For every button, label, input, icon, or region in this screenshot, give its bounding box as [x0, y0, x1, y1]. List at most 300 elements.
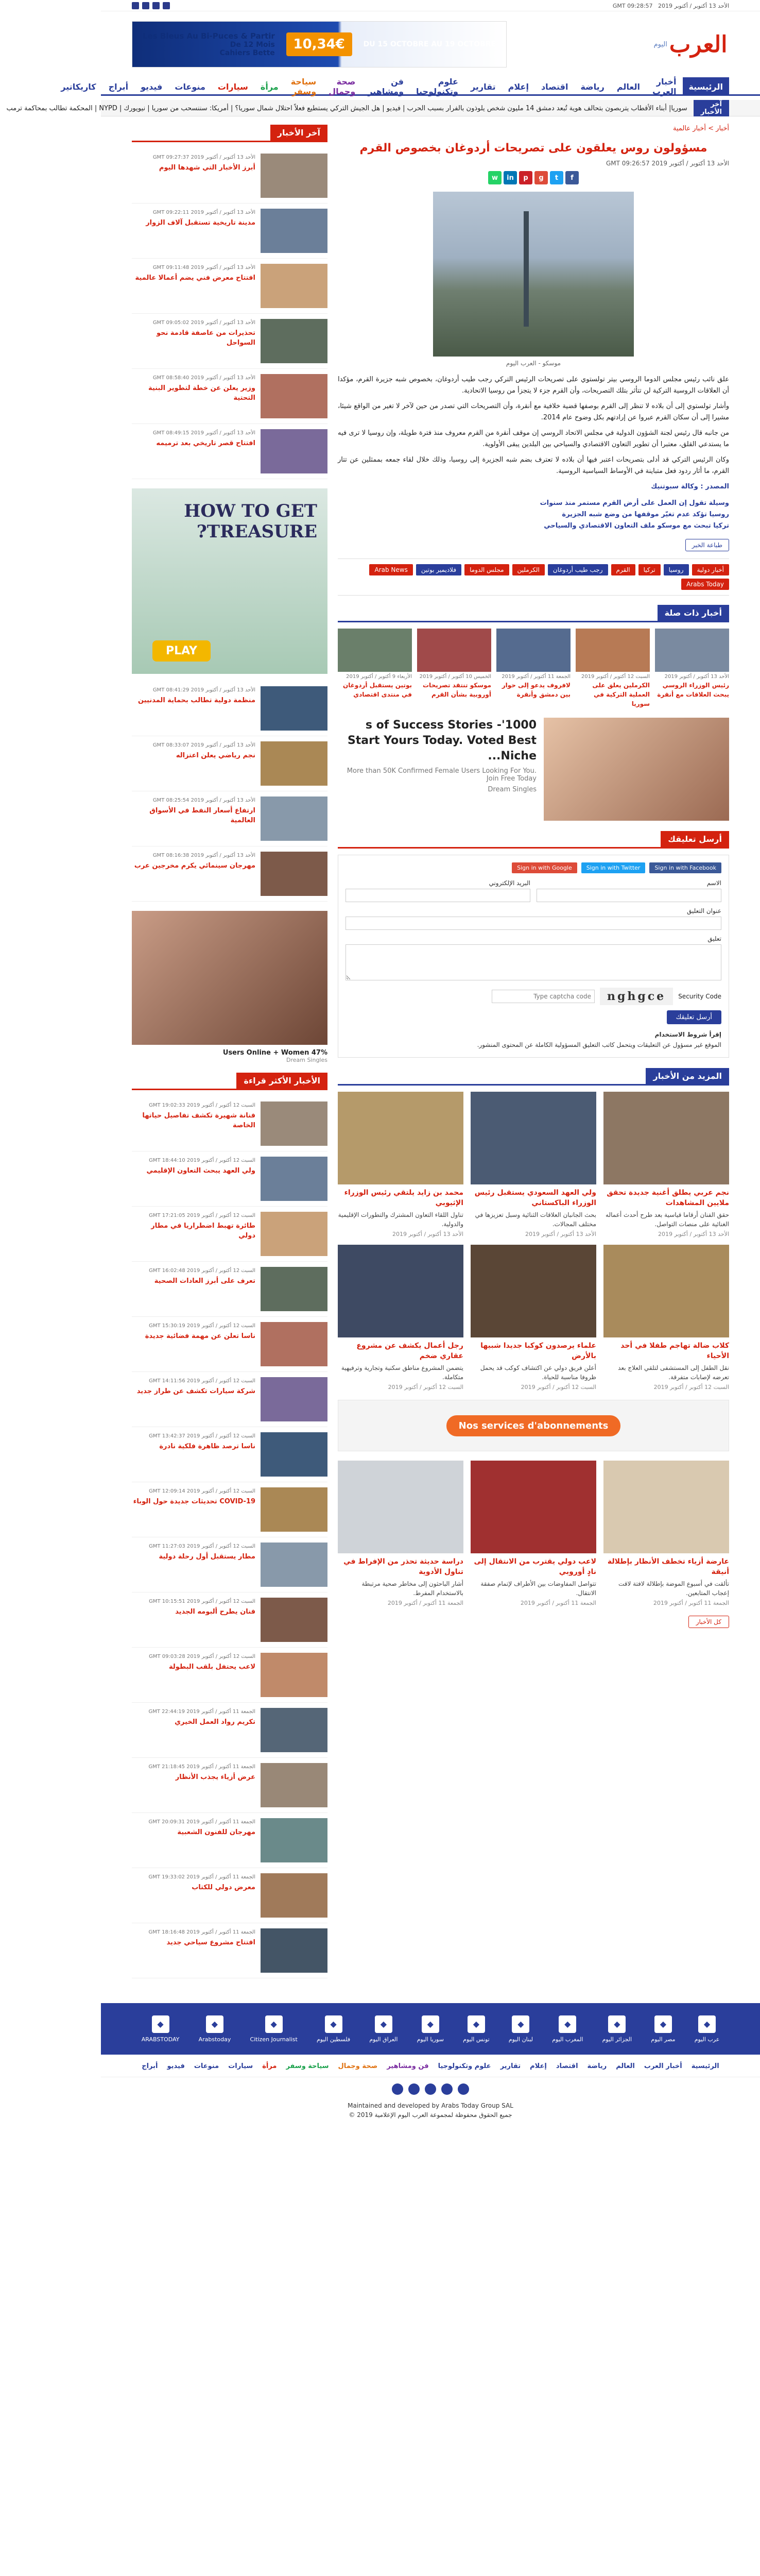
network-label: لبنان اليوم — [508, 2036, 533, 2043]
sidebar-news-thumb[interactable] — [261, 1101, 327, 1146]
share-linkedin-icon[interactable]: in — [504, 171, 517, 184]
related-link[interactable]: وسيلة تقول إن العمل على أرض القرم مستمر منذ سنوات — [540, 499, 729, 507]
more-news-title[interactable]: نجم عربي يطلق أغنية جديدة تحقق ملايين المشاهدات — [607, 1189, 729, 1207]
related-thumb[interactable] — [496, 629, 571, 672]
sidebar — [132, 125, 327, 1988]
rss-icon[interactable] — [132, 2, 139, 9]
more-news-text: بحث الجانبان العلاقات الثنائية وسبل تعزيزها في مختلف المجالات. — [475, 1211, 596, 1228]
sidebar-news-info — [132, 154, 255, 198]
more-news-thumb[interactable] — [471, 1461, 596, 1553]
related-date: الجمعة 11 أكتوبر / أكتوبر 2019 — [502, 674, 571, 680]
sidebar-news-title[interactable]: شركة سيارات تكشف عن طراز جديد — [136, 1387, 255, 1395]
sidebar-news-item[interactable] — [132, 1868, 327, 1923]
tag-chip[interactable]: تركيا — [638, 564, 661, 575]
sidebar-news-info — [132, 1322, 255, 1366]
tag-chip[interactable]: مجلس الدوما — [464, 564, 509, 575]
more-news-title[interactable]: لاعب دولي يقترب من الانتقال إلى نادٍ أوروبي — [474, 1557, 596, 1576]
sidebar-news-date: السبت 12 أكتوبر / أكتوبر 2019 GMT 18:44:10 — [149, 1158, 255, 1163]
footer-link[interactable]: فيديو — [167, 2062, 185, 2070]
sidebar-news-title[interactable]: وزير يعلن عن خطة لتطوير البنية التحتية — [148, 384, 255, 402]
more-news-card[interactable] — [603, 1245, 729, 1391]
more-news-title[interactable]: رجل أعمال يكشف عن مشروع عقاري ضخم — [356, 1342, 463, 1360]
sidebar-news-thumb[interactable] — [261, 209, 327, 253]
sidebar-news-date: الجمعة 11 أكتوبر / أكتوبر 2019 GMT 20:09:31 — [148, 1819, 255, 1825]
nav-item[interactable]: أبراج — [108, 81, 129, 92]
sidebar-news-thumb[interactable] — [261, 852, 327, 896]
related-link[interactable]: روسيا تؤكد عدم تغيّر موقفها من وضع شبه الجزيرة — [562, 511, 729, 518]
nav-item[interactable]: إعلام — [508, 81, 529, 92]
ticker-text[interactable]: سوريا| أبناء الأقطاب يتربصون بتحالف هوية تُبعد دمشق 14 مليون شخص يلوذون بالفرار بسبب الحرب | فيديو | هل الجيش التركي يستطيع فعلاً احتلال شمال سوريا؟ | أمريكا: سننسحب من سوريا | نيويورك | NYPD | المحكمة تطالب بمحاكمة ترمب — [6, 104, 687, 112]
sidebar-news-item[interactable] — [132, 1648, 327, 1703]
nav-item[interactable]: علوم وتكنولوجيا — [416, 77, 458, 96]
sidebar-news-date: الأحد 13 أكتوبر / أكتوبر 2019 GMT 08:58:40 — [152, 375, 255, 381]
share-whatsapp-icon[interactable]: w — [488, 171, 502, 184]
sidebar-game-ad[interactable] — [132, 488, 327, 674]
sidebar-news-item[interactable] — [132, 1758, 327, 1813]
related-card[interactable] — [417, 629, 491, 708]
nav-item[interactable]: الرئيسية — [683, 77, 730, 96]
nav-item[interactable]: سيارات — [217, 81, 248, 92]
sidebar-news-item[interactable] — [132, 424, 327, 479]
footer-network-item[interactable] — [369, 2015, 398, 2043]
nav-list — [61, 77, 729, 96]
footer-network-item[interactable] — [199, 2015, 231, 2043]
more-news-card[interactable] — [471, 1245, 596, 1391]
more-news-thumb[interactable] — [338, 1245, 463, 1337]
network-logo-icon: ◆ — [325, 2015, 342, 2033]
footer-network-item[interactable] — [463, 2015, 490, 2043]
sidebar-news-date: الأحد 13 أكتوبر / أكتوبر 2019 GMT 09:27:37 — [152, 155, 255, 160]
play-button[interactable]: PLAY — [152, 640, 211, 662]
footer-link[interactable]: العالم — [616, 2062, 635, 2070]
wide-ad[interactable] — [338, 1400, 729, 1451]
sidebar-news-thumb[interactable] — [261, 1708, 327, 1752]
sidebar-news-item[interactable] — [132, 736, 327, 791]
sidebar-news-thumb[interactable] — [261, 1818, 327, 1862]
article-paragraph: من جانبه قال رئيس لجنة الشؤون الدولية في مجلس الاتحاد الروسي إن موقف أنقرة من القرم معروف منذ فترة طويلة، وإن روسيا لا ترى فيه ما يستدعي القلق، معتبرا أن تطوير التعاون الاقتصادي والسياحي بين البلدين يبقى الأولوية. — [338, 429, 729, 448]
footer-link[interactable]: سيارات — [228, 2062, 253, 2070]
tag-chip[interactable]: الكرملين — [512, 564, 545, 575]
footer-link[interactable]: الرئيسية — [691, 2062, 719, 2070]
sidebar-news-date: الأحد 13 أكتوبر / أكتوبر 2019 GMT 08:25:54 — [152, 798, 255, 803]
sidebar-news-info — [132, 1928, 255, 1973]
time-text: GMT 09:28:57 — [612, 2, 653, 9]
sidebar-news-title[interactable]: عرض أزياء يجذب الأنظار — [175, 1773, 255, 1781]
ad-date: DU 15 OCTOBRE AU 19 OCTOBRE — [363, 40, 496, 48]
sidebar-news-item[interactable] — [132, 1317, 327, 1372]
footer-network-item[interactable] — [142, 2015, 180, 2043]
sidebar-news-thumb[interactable] — [261, 741, 327, 786]
youtube-icon[interactable] — [142, 2, 149, 9]
sidebar-news-info — [132, 374, 255, 418]
sidebar-news-title[interactable]: ناسا تعلن عن مهمة فضائية جديدة — [145, 1332, 255, 1340]
sidebar-news-thumb[interactable] — [261, 154, 327, 198]
sidebar-news-thumb[interactable] — [261, 1873, 327, 1918]
more-news-thumb[interactable] — [603, 1092, 729, 1184]
sidebar-news-title[interactable]: مدينة تاريخية تستقبل آلاف الزوار — [146, 219, 255, 227]
more-news-card[interactable] — [338, 1245, 463, 1391]
nav-item[interactable]: صحة وجمال — [329, 77, 356, 96]
more-news-card[interactable] — [338, 1092, 463, 1238]
sidebar-news-item[interactable] — [132, 259, 327, 314]
related-title[interactable]: رئيس الوزراء الروسي يبحث العلاقات مع أنقرة — [657, 682, 729, 698]
sidebar-news-item[interactable] — [132, 1207, 327, 1262]
sidebar-news-item[interactable] — [132, 1923, 327, 1978]
sidebar-news-date: الأحد 13 أكتوبر / أكتوبر 2019 GMT 08:49:15 — [152, 430, 255, 436]
more-news-thumb[interactable] — [338, 1461, 463, 1553]
sidebar-news-item[interactable] — [132, 1537, 327, 1592]
related-grid — [338, 629, 729, 708]
related-card[interactable] — [655, 629, 729, 708]
sidebar-news-thumb[interactable] — [261, 686, 327, 731]
more-news-card[interactable] — [603, 1461, 729, 1606]
sidebar-news-title[interactable]: لاعب يحتفل بلقب البطولة — [169, 1663, 255, 1671]
sidebar-news-info — [132, 1818, 255, 1862]
subject-input[interactable] — [346, 917, 721, 930]
sidebar-news-date: السبت 12 أكتوبر / أكتوبر 2019 GMT 13:42:37 — [149, 1433, 255, 1439]
sidebar-news-title[interactable]: نجم رياضي يعلن اعتزاله — [176, 752, 255, 759]
nav-item[interactable]: كاريكاتير — [61, 81, 96, 92]
nav-item[interactable]: العالم — [616, 81, 640, 92]
more-news-thumb[interactable] — [471, 1245, 596, 1337]
network-logo-icon: ◆ — [422, 2015, 439, 2033]
footer-network-item[interactable] — [552, 2015, 583, 2043]
related-title[interactable]: لافروف يدعو إلى حوار بين دمشق وأنقرة — [502, 682, 571, 698]
nav-item[interactable]: منوعات — [175, 81, 205, 92]
rss-icon[interactable] — [392, 2083, 403, 2095]
sidebar-news-thumb[interactable] — [261, 1432, 327, 1477]
share-pinterest-icon[interactable]: p — [519, 171, 532, 184]
sidebar-news-item[interactable] — [132, 204, 327, 259]
network-label: العراق اليوم — [369, 2036, 398, 2043]
sidebar-news-thumb[interactable] — [261, 1598, 327, 1642]
sidebar-news-thumb[interactable] — [261, 1763, 327, 1807]
sidebar-news-title[interactable]: معرض دولي للكتاب — [192, 1884, 255, 1891]
footer-link[interactable]: اقتصاد — [556, 2062, 578, 2070]
footer-network — [101, 2003, 760, 2055]
top-social-icons — [132, 2, 170, 9]
sidebar-news-title[interactable]: افتتاح معرض فني يضم أعمالا عالمية — [135, 274, 255, 282]
footer-network-item[interactable] — [695, 2015, 720, 2043]
more-news-card[interactable] — [471, 1092, 596, 1238]
footer-link[interactable]: علوم وتكنولوجيا — [438, 2062, 491, 2070]
footer-network-item[interactable] — [509, 2015, 533, 2043]
site-logo[interactable] — [652, 24, 729, 65]
footer-network-item[interactable] — [417, 2015, 444, 2043]
google-login-button[interactable]: Sign in with Google — [512, 862, 577, 873]
sidebar-news-date: السبت 12 أكتوبر / أكتوبر 2019 GMT 11:27:03 — [149, 1544, 255, 1549]
footer-network-item[interactable] — [317, 2015, 350, 2043]
sidebar-news-thumb[interactable] — [261, 264, 327, 308]
breadcrumb[interactable]: أخبار > أخبار عالمية — [673, 125, 729, 132]
related-date: الخميس 10 أكتوبر / أكتوبر 2019 — [419, 674, 491, 680]
nav-item[interactable]: تقارير — [470, 81, 496, 92]
more-news-header — [338, 1068, 729, 1086]
ticker-label: آخر الأخبار — [694, 100, 729, 116]
footer-link[interactable]: سياحة وسفر — [286, 2062, 329, 2070]
sidebar-news-title[interactable]: تحذيرات من عاصفة قادمة نحو السواحل — [156, 329, 255, 347]
related-title[interactable]: الكرملين يعلق على العملية التركية في سوريا — [592, 682, 650, 707]
sidebar-news-info — [132, 319, 255, 363]
share-facebook-icon[interactable]: f — [565, 171, 579, 184]
sidebar-news-item[interactable] — [132, 1592, 327, 1648]
more-news-card[interactable] — [338, 1461, 463, 1606]
footer-link[interactable]: أخبار العرب — [644, 2062, 682, 2070]
article-source: المصدر : وكالة سبوتنيك — [651, 483, 729, 490]
more-news-grid — [338, 1461, 729, 1606]
sidebar-news-title[interactable]: أبرز الأخبار التي شهدها اليوم — [159, 164, 255, 172]
more-news-thumb[interactable] — [603, 1245, 729, 1337]
send-comment-button[interactable]: أرسل تعليقك — [667, 1010, 721, 1024]
sidebar-news-thumb[interactable] — [261, 1377, 327, 1421]
sidebar-news-title[interactable]: مهرجان سينمائي يكرم مخرجين عرب — [134, 862, 255, 870]
sidebar-news-item[interactable] — [132, 1813, 327, 1868]
footer-link[interactable]: مرأة — [262, 2062, 277, 2070]
tag-chip[interactable]: فلاديمير بوتين — [416, 564, 461, 575]
sidebar-news-date: الأحد 13 أكتوبر / أكتوبر 2019 GMT 09:22:11 — [152, 210, 255, 215]
sidebar-news-thumb[interactable] — [261, 429, 327, 473]
sidebar-news-title[interactable]: مطار يستقبل أول رحلة دولية — [159, 1553, 255, 1561]
more-news-date: الجمعة 11 أكتوبر / أكتوبر 2019 — [520, 1600, 596, 1606]
tag-chip[interactable]: Arab News — [369, 564, 412, 575]
more-news-text: تألقت في أسبوع الموضة بإطلالة لافتة لاقت إعجاب المتابعين. — [618, 1580, 729, 1597]
facebook-icon[interactable] — [163, 2, 170, 9]
related-date: السبت 12 أكتوبر / أكتوبر 2019 — [581, 674, 650, 680]
captcha-label: Security Code — [678, 993, 721, 1000]
more-news-title[interactable]: كلاب ضالة تهاجم طفلا في أحد الأحياء — [620, 1342, 729, 1360]
sidebar-news-info — [132, 1873, 255, 1918]
terms-block — [346, 1029, 721, 1050]
facebook-icon[interactable] — [458, 2083, 469, 2095]
nav-item[interactable]: فيديو — [141, 81, 163, 92]
share-google-icon[interactable]: g — [534, 171, 548, 184]
article-paragraph: علق نائب رئيس مجلس الدوما الروسي بيتر تولستوي على تصريحات الرئيس التركي رجب طيب أردوغان، بخصوص شبه جزيرة القرم، مؤكدا أن العلاقات الروسية التركية لن تتأثر بتلك التصريحات، وأن القرم جزء لا يتجزأ من روسيا الاتحادية. — [338, 376, 729, 395]
latest-news-list — [132, 148, 327, 479]
sidebar-news-title[interactable]: تعرف على أبرز العادات الصحية — [154, 1277, 255, 1285]
subject-label: عنوان التعليق — [687, 907, 721, 914]
sidebar-news-info — [132, 1432, 255, 1477]
more-news-title[interactable]: ولي العهد السعودي يستقبل رئيس الوزراء الباكستاني — [474, 1189, 596, 1207]
related-thumb[interactable] — [655, 629, 729, 672]
footer-link[interactable]: منوعات — [194, 2062, 219, 2070]
more-news-thumb[interactable] — [603, 1461, 729, 1553]
more-news-title[interactable]: عارضة أزياء تخطف الأنظار بإطلالة أنيقة — [607, 1557, 729, 1576]
twitter-icon[interactable] — [441, 2083, 453, 2095]
share-twitter-icon[interactable]: t — [550, 171, 563, 184]
nav-item[interactable]: رياضة — [580, 81, 604, 92]
network-label: المغرب اليوم — [552, 2036, 583, 2043]
nav-item[interactable]: أخبار العرب — [652, 77, 677, 96]
sidebar-news-item[interactable] — [132, 1262, 327, 1317]
top-utility-bar — [101, 0, 760, 11]
nav-item[interactable]: اقتصاد — [541, 81, 568, 92]
print-button[interactable]: طباعة الخبر — [685, 539, 729, 551]
sidebar-news-title[interactable]: فنان يطرح ألبومه الجديد — [175, 1608, 255, 1616]
sidebar-news-thumb[interactable] — [261, 1487, 327, 1532]
section-title: المزيد من الأخبار — [646, 1068, 729, 1084]
more-news-title[interactable]: محمد بن زايد يلتقي رئيس الوزراء الإثيوبي — [344, 1189, 463, 1207]
wide-ad-label: Nos services d'abonnements — [446, 1415, 621, 1436]
sidebar-news-item[interactable] — [132, 1703, 327, 1758]
sidebar-news-thumb[interactable] — [261, 1212, 327, 1256]
article-paragraph: وأشار تولستوي إلى أن بلاده لا تنظر إلى القرم بوصفها قضية خلافية مع أنقرة، وأن التصريحات التي تصدر من حين لآخر لا تغير من الواقع شيئا، مشيرا إلى أن سكان القرم عبروا عن إرادتهم بكل وضوح عام 2014. — [338, 402, 729, 421]
copyright-line-1: Maintained and developed by Arabs Today Group SAL — [348, 2102, 513, 2109]
sidebar-news-thumb[interactable] — [261, 319, 327, 363]
sidebar-news-info — [132, 1598, 255, 1642]
more-news-title[interactable]: دراسة حديثة تحذر من الإفراط في تناول الأدوية — [343, 1557, 463, 1576]
sidebar-news-thumb[interactable] — [261, 374, 327, 418]
more-news-text: يتضمن المشروع مناطق سكنية وتجارية وترفيهية متكاملة. — [341, 1364, 463, 1381]
youtube-icon[interactable] — [425, 2083, 436, 2095]
sidebar-news-date: الأحد 13 أكتوبر / أكتوبر 2019 GMT 08:16:38 — [152, 853, 255, 858]
related-title[interactable]: موسكو تنتقد تصريحات أوروبية بشأن القرم — [423, 682, 491, 698]
terms-text: الموقع غير مسؤول عن التعليقات ويتحمل كاتب التعليق المسؤولية الكاملة عن المحتوى المنشور. — [477, 1041, 721, 1048]
tag-chip[interactable]: القرم — [611, 564, 635, 575]
sidebar-news-date: السبت 12 أكتوبر / أكتوبر 2019 GMT 15:30:19 — [149, 1323, 255, 1329]
network-label: Arabstoday — [198, 2036, 231, 2043]
sidebar-news-title[interactable]: مهرجان للفنون الشعبية — [177, 1828, 255, 1836]
nav-item[interactable]: مرأة — [260, 81, 279, 92]
footer-link[interactable]: فن ومشاهير — [387, 2062, 429, 2070]
tag-chip[interactable]: أخبار دولية — [692, 564, 730, 575]
sidebar-news-thumb[interactable] — [261, 1543, 327, 1587]
sidebar-news-thumb[interactable] — [261, 1928, 327, 1973]
sidebar-news-item[interactable] — [132, 1482, 327, 1537]
twitter-icon[interactable] — [152, 2, 160, 9]
footer-link[interactable]: صحة وجمال — [338, 2062, 378, 2070]
ad-caption[interactable]: 47% Users Online + Women — [222, 1049, 327, 1057]
footer-links — [101, 2055, 760, 2077]
captcha-input[interactable] — [492, 990, 595, 1003]
related-card[interactable] — [496, 629, 571, 708]
tag-chip[interactable]: Arabs Today — [681, 579, 729, 590]
sponsored-image[interactable] — [544, 718, 729, 821]
sidebar-news-title[interactable]: طائرة تهبط اضطراريا في مطار دولي — [151, 1222, 255, 1240]
sidebar-news-item[interactable] — [132, 681, 327, 736]
sidebar-news-title[interactable]: تكريم رواد العمل الخيري — [175, 1718, 255, 1726]
sidebar-news-item[interactable] — [132, 314, 327, 369]
nav-item[interactable]: سياحة وسفر — [290, 77, 317, 96]
sidebar-news-info — [132, 1708, 255, 1752]
related-link[interactable]: تركيا تبحث مع موسكو ملف التعاون الاقتصادي والسياحي — [544, 522, 729, 530]
sidebar-news-title[interactable]: ناسا ترصد ظاهرة فلكية نادرة — [159, 1443, 255, 1450]
ad-line-3: Cahiers Bette — [219, 49, 275, 57]
footer-link[interactable]: إعلام — [530, 2062, 547, 2070]
comment-textarea[interactable] — [346, 944, 721, 980]
sponsored-block[interactable] — [338, 718, 729, 821]
sidebar-news-item[interactable] — [132, 1096, 327, 1151]
sidebar-news-date: السبت 12 أكتوبر / أكتوبر 2019 GMT 17:21:05 — [149, 1213, 255, 1218]
tag-chip[interactable]: رجب طيب أردوغان — [548, 564, 608, 575]
network-logo-icon: ◆ — [375, 2015, 392, 2033]
logo-text: العرب — [669, 31, 728, 58]
sponsored-title[interactable]: 1000's of Success Stories - Start Yours Today. Voted Best Niche... — [347, 719, 537, 762]
sidebar-news-item[interactable] — [132, 1372, 327, 1427]
related-section-header — [338, 605, 729, 622]
more-news-title[interactable]: علماء يرصدون كوكبا جديدا شبيها بالأرض — [480, 1342, 596, 1360]
more-news-date: الأحد 13 أكتوبر / أكتوبر 2019 — [658, 1231, 729, 1238]
name-input[interactable] — [537, 889, 721, 902]
sidebar-news-item[interactable] — [132, 1151, 327, 1207]
more-news-card[interactable] — [471, 1461, 596, 1606]
latest-news-list — [132, 681, 327, 902]
more-news-date: السبت 12 أكتوبر / أكتوبر 2019 — [388, 1384, 463, 1391]
nav-item[interactable]: فن ومشاهير — [368, 77, 404, 96]
current-date — [613, 3, 729, 9]
more-news-date: الجمعة 11 أكتوبر / أكتوبر 2019 — [387, 1600, 463, 1606]
sidebar-news-item[interactable] — [132, 369, 327, 424]
sidebar-news-title[interactable]: فنانة شهيرة تكشف تفاصيل حياتها الخاصة — [142, 1112, 255, 1129]
all-news-button[interactable]: كل الأخبار — [688, 1616, 729, 1628]
footer-network-item[interactable] — [602, 2015, 632, 2043]
footer-link[interactable]: تقارير — [500, 2062, 521, 2070]
sidebar-news-thumb[interactable] — [261, 1157, 327, 1201]
network-label: الجزائر اليوم — [602, 2036, 632, 2043]
sidebar-news-thumb[interactable] — [261, 1267, 327, 1311]
footer-link[interactable]: رياضة — [587, 2062, 607, 2070]
sidebar-news-info — [132, 1543, 255, 1587]
sidebar-news-item[interactable] — [132, 846, 327, 902]
sidebar-news-title[interactable]: ارتفاع أسعار النفط في الأسواق العالمية — [149, 807, 255, 824]
footer-network-item[interactable] — [651, 2015, 675, 2043]
ad-line-2: De 12 Mois — [230, 41, 275, 49]
more-news-card[interactable] — [603, 1092, 729, 1238]
sidebar-news-date: الأحد 13 أكتوبر / أكتوبر 2019 GMT 09:11:48 — [152, 265, 255, 270]
related-links — [338, 498, 729, 532]
email-input[interactable] — [346, 889, 530, 902]
twitter-login-button[interactable]: Sign in with Twitter — [581, 862, 646, 873]
related-thumb[interactable] — [338, 629, 412, 672]
date-text: الأحد 13 أكتوبر / أكتوبر 2019 — [658, 2, 729, 9]
sidebar-news-title[interactable]: افتتاح مشروع سياحي جديد — [166, 1939, 255, 1946]
sidebar-news-title[interactable]: منظمة دولية تطالب بحماية المدنيين — [138, 697, 255, 704]
sidebar-news-title[interactable]: ولي العهد يبحث التعاون الإقليمي — [146, 1167, 255, 1175]
sidebar-news-info — [132, 1653, 255, 1697]
header-ad-banner[interactable] — [132, 21, 507, 67]
related-card[interactable] — [576, 629, 650, 708]
sidebar-news-thumb[interactable] — [261, 1653, 327, 1697]
instagram-icon[interactable] — [408, 2083, 420, 2095]
tag-chip[interactable]: روسيا — [664, 564, 689, 575]
network-label: ARABSTODAY — [141, 2036, 180, 2043]
sidebar-news-title[interactable]: COVID-19 تحديثات جديدة حول الوباء — [133, 1498, 255, 1505]
share-buttons — [338, 171, 729, 184]
more-news-date: الأحد 13 أكتوبر / أكتوبر 2019 — [525, 1231, 596, 1238]
sidebar-news-date: الجمعة 11 أكتوبر / أكتوبر 2019 GMT 22:44:19 — [148, 1709, 255, 1715]
tower-shape — [524, 211, 529, 327]
more-news-thumb[interactable] — [471, 1092, 596, 1184]
terms-title[interactable]: إقرأ شروط الاستخدام — [654, 1031, 721, 1038]
sidebar-news-thumb[interactable] — [261, 1322, 327, 1366]
sidebar-news-item[interactable] — [132, 1427, 327, 1482]
footer-link[interactable]: أبراج — [142, 2062, 158, 2070]
network-label: سوريا اليوم — [417, 2036, 444, 2043]
sidebar-news-thumb[interactable] — [261, 796, 327, 841]
more-news-thumb[interactable] — [338, 1092, 463, 1184]
related-card[interactable] — [338, 629, 412, 708]
footer-network-item[interactable] — [250, 2015, 298, 2043]
popular-news-header — [132, 1073, 327, 1090]
sidebar-news-item[interactable] — [132, 791, 327, 846]
related-title[interactable]: بوتين يستقبل أردوغان في منتدى اقتصادي — [342, 682, 412, 698]
copyright-line-2: جميع الحقوق محفوظة لمجموعة العرب اليوم الإعلامية 2019 © — [349, 2111, 512, 2119]
sidebar-news-item[interactable] — [132, 148, 327, 204]
sidebar-dating-ad[interactable] — [132, 911, 327, 1045]
related-thumb[interactable] — [576, 629, 650, 672]
facebook-login-button[interactable]: Sign in with Facebook — [649, 862, 721, 873]
related-thumb[interactable] — [417, 629, 491, 672]
sidebar-news-title[interactable]: افتتاح قصر تاريخي بعد ترميمه — [156, 439, 255, 447]
